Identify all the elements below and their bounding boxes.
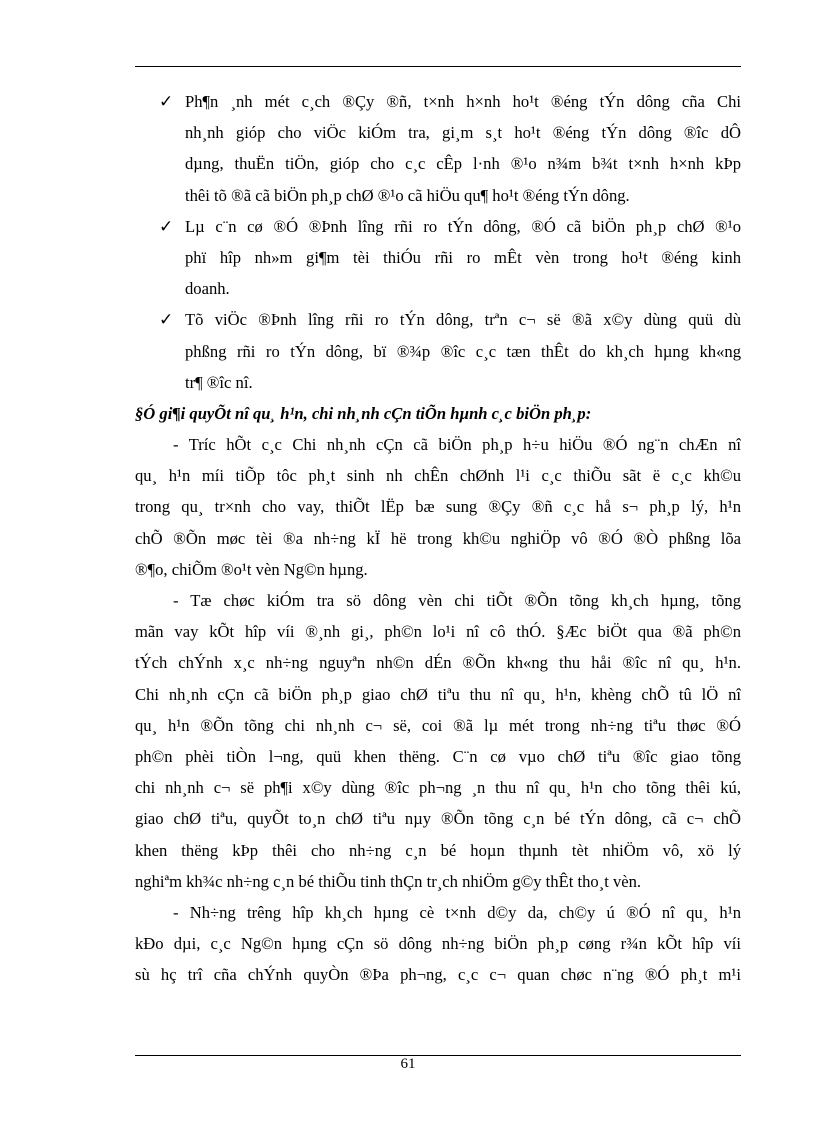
paragraph-line: kÐo dµi, c¸c Ng©n hµng cÇn sö dông nh÷ng biÖn ph¸p cøng r¾n kÕt hîp víi xyxy=(135,934,741,954)
paragraph-line: - Nh÷ng trêng hîp kh¸ch hµng cè t×nh d©y da, ch©y ú ®Ó nî qu¸ h¹n xyxy=(173,902,741,922)
bullet-line: dµng, thuËn tiÖn, gióp cho c¸c cÊp l·nh ®¹o n¾m b¾t t×nh h×nh kÞp xyxy=(185,154,741,174)
paragraph-line: chÕ ®Õn møc tèi ®a nh÷ng kÏ hë trong kh©u nghiÖp vô ®Ó ®Ò phßng lõa xyxy=(135,528,741,548)
bullet-item xyxy=(135,86,741,211)
paragraph xyxy=(135,429,741,585)
bullet-line: phï hîp nh»m gi¶m tèi thiÓu rñi ro mÊt vèn trong ho¹t ®éng kinh xyxy=(185,247,741,267)
paragraph-line: - Tæ chøc kiÓm tra sö dông vèn chi tiÕt ®Õn tõng kh¸ch hµng, tõng xyxy=(173,591,741,610)
page-number: 61 xyxy=(400,1056,416,1072)
bullet-line: doanh. xyxy=(185,279,230,299)
bullet-line: thêi tõ ®ã cã biÖn ph¸p chØ ®¹o cã hiÖu qu¶ ho¹t ®éng tÝn dông. xyxy=(185,185,630,205)
paragraph-line: giao chØ tiªu, quyÕt to¸n chØ tiªu nµy ®Õn tõng c¸n bé tÝn dông, cã c¬ chÕ xyxy=(135,809,741,829)
bullet-line: Tõ viÖc ®Þnh lîng rñi ro tÝn dông, trªn c¬ së ®ã x©y dùng quü dù xyxy=(185,310,741,330)
section-heading: §Ó gi¶i quyÕt nî qu¸ h¹n, chi nh¸nh cÇn tiÕn hµnh c¸c biÖn ph¸p: xyxy=(135,403,592,423)
paragraph-line: nghiªm kh¾c nh÷ng c¸n bé thiÕu tinh thÇn tr¸ch nhiÖm g©y thÊt tho¸t vèn. xyxy=(135,871,642,891)
paragraph xyxy=(135,897,741,991)
checkmark-icon: ✓ xyxy=(159,92,174,111)
paragraph xyxy=(135,585,741,897)
paragraph-line: tÝch chÝnh x¸c nh÷ng nguyªn nh©n dÉn ®Õn kh«ng thu håi ®îc nî qu¸ h¹n. xyxy=(135,653,741,673)
paragraph-line: ®¶o, chiÕm ®o¹t vèn Ng©n hµng. xyxy=(135,559,368,579)
paragraph-line: sù hç trî cña chÝnh quyÒn ®Þa ph¬ng, c¸c c¬ quan chøc n¨ng ®Ó ph¸t m¹i xyxy=(135,965,741,985)
paragraph-line: khen thëng kÞp thêi cho nh÷ng c¸n bé hoµn thµnh tèt nhiÖm vô, xö lý xyxy=(135,840,741,860)
bullet-item xyxy=(135,211,741,305)
paragraph-line: mãn vay kÕt hîp víi ®¸nh gi¸, ph©n lo¹i nî cô thÓ. §Æc biÖt qua ®ã ph©n xyxy=(135,622,741,642)
bullet-line: Lµ c¨n cø ®Ó ®Þnh lîng rñi ro tÝn dông, ®Ó cã biÖn ph¸p chØ ®¹o xyxy=(185,216,741,236)
paragraph-line: - Tríc hÕt c¸c Chi nh¸nh cÇn cã biÖn ph¸p h÷u hiÖu ®Ó ng¨n chÆn nî xyxy=(173,435,741,455)
checkmark-icon: ✓ xyxy=(159,216,174,236)
paragraph-line: qu¸ h¹n ®Õn tõng chi nh¸nh c¬ së, coi ®ã lµ mét trong nh÷ng tiªu thøc ®Ó xyxy=(135,715,741,735)
paragraph-line: Chi nh¸nh cÇn cã biÖn ph¸p giao chØ tiªu thu nî qu¸ h¹n, khèng chÕ tû lÖ nî xyxy=(135,684,741,704)
paragraph-line: chi nh¸nh c¬ së ph¶i x©y dùng ®îc ph¬ng ¸n thu nî qu¸ h¹n cho tõng thêi kú, xyxy=(135,778,741,798)
paragraph-line: trong qu¸ tr×nh cho vay, thiÕt lËp bæ sung ®Çy ®ñ c¸c hå s¬ ph¸p lý, h¹n xyxy=(135,497,741,517)
header-rule xyxy=(135,66,741,67)
paragraph-line: qu¸ h¹n míi tiÕp tôc ph¸t sinh nh chÊn chØnh l¹i c¸c thiÕu sãt ë c¸c kh©u xyxy=(135,466,741,486)
checkmark-icon: ✓ xyxy=(159,310,174,330)
bullet-line: nh¸nh gióp cho viÖc kiÓm tra, gi¸m s¸t ho¹t ®éng tÝn dông ®îc dÔ xyxy=(185,123,741,143)
bullet-item xyxy=(135,304,741,398)
bullet-line: phßng rñi ro tÝn dông, bï ®¾p ®îc c¸c tæn thÊt do kh¸ch hµng kh«ng xyxy=(185,341,741,361)
bullet-line: tr¶ ®îc nî. xyxy=(185,372,253,392)
bullet-line: Ph¶n ¸nh mét c¸ch ®Çy ®ñ, t×nh h×nh ho¹t ®éng tÝn dông cña Chi xyxy=(185,92,741,111)
page-body xyxy=(135,86,741,990)
paragraph-line: ph©n phèi tiÒn l¬ng, quü khen thëng. C¨n cø vµo chØ tiªu ®îc giao tõng xyxy=(135,746,741,766)
